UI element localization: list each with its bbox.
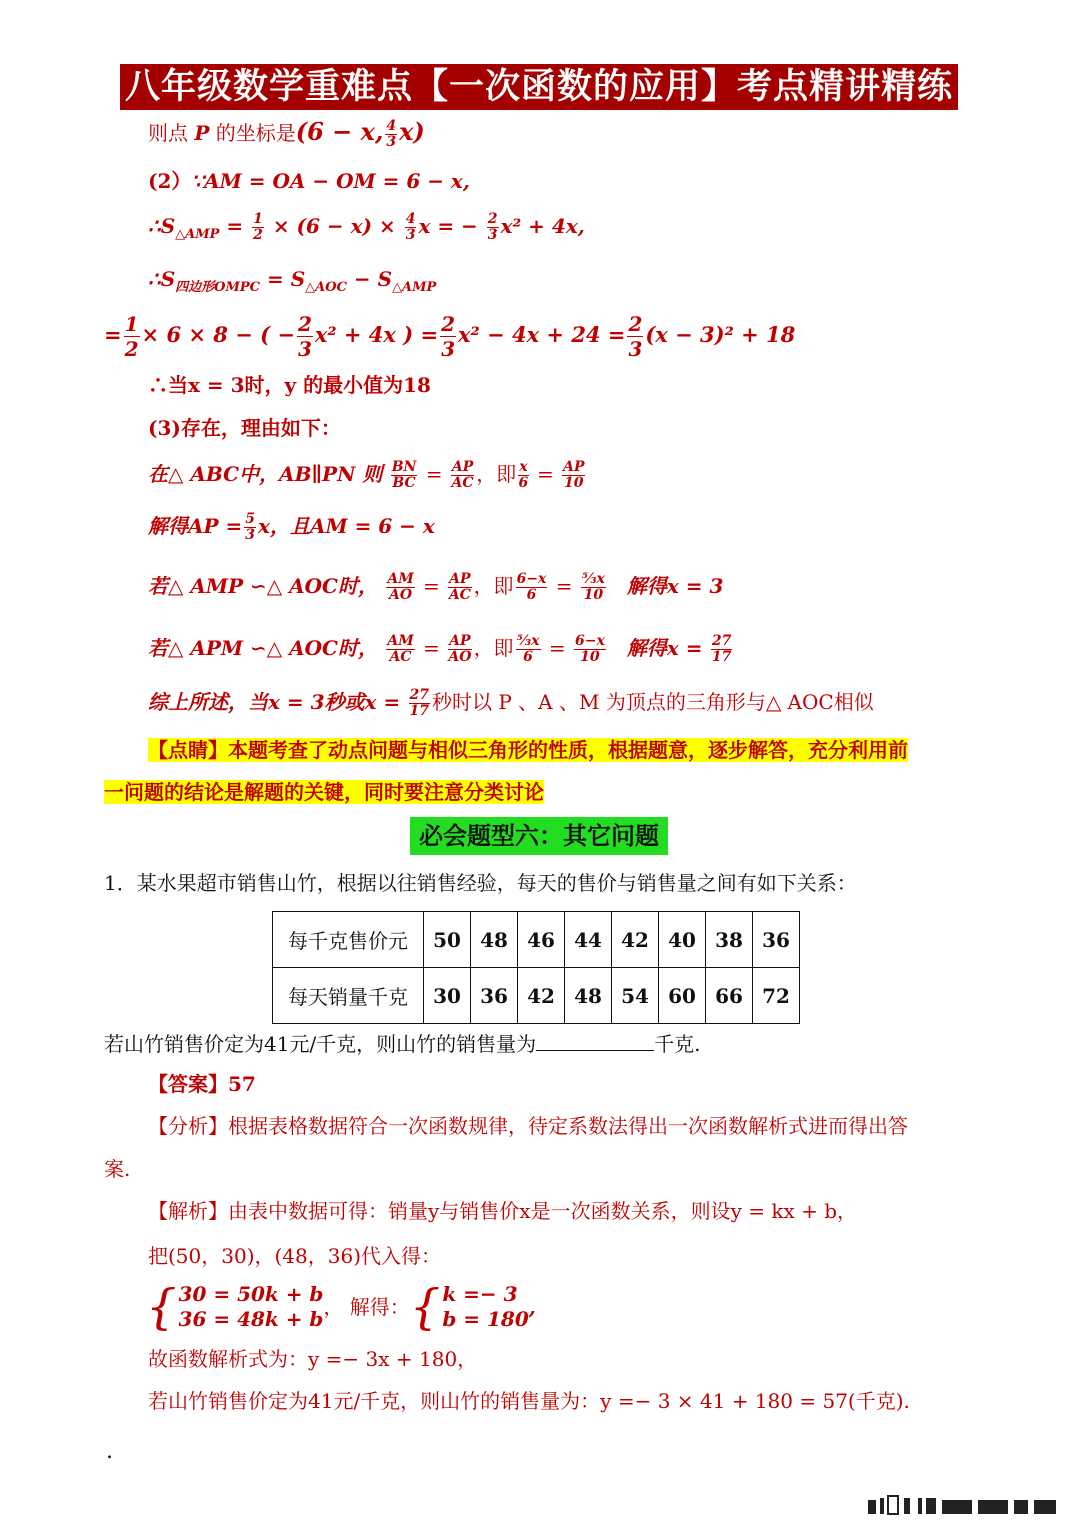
analysis-line1: 【分析】根据表格数据符合一次函数规律，待定系数法得出一次函数解析式进而得出答 xyxy=(148,1114,908,1138)
step2-area-ompc-line: $\therefore S_{四边形OMPC} = S_{\triangle AOC} - S_{\triangle AMP}$ xyxy=(148,267,437,295)
answer-blank xyxy=(536,1028,654,1051)
jiexi-line1: 【解析】由表中数据可得：销量y与销售价x是一次函数关系，则设y = kx + b， xyxy=(148,1199,858,1223)
table-cell: 36 xyxy=(753,912,800,968)
step2-expansion-line: = $\frac{1}{2}$ × 6 × 8 − ( − $\frac{2}{3}$ x² + 4x ) = $\frac{2}{3}$ x² − 4x + 24 = $\frac{2}{3}$ (x − 3)² + 18 xyxy=(104,312,796,361)
analysis-line2: 案. xyxy=(104,1157,131,1181)
price-sales-table xyxy=(272,911,800,1024)
table-cell: 30 xyxy=(424,968,471,1024)
table-cell: 46 xyxy=(518,912,565,968)
viewer-toolbar-icon[interactable] xyxy=(868,1494,1058,1516)
table-cell: 48 xyxy=(471,912,518,968)
case2-line: 若△ APM ∽△ AOC时， $\frac{AM}{AC}$ = $\frac{AP}{AO}$ ，即 $\frac{\text{⁵⁄₃x}}{6}$ = $\frac{6-x}{10}$ 解得x = $\frac{27}{17}$ xyxy=(148,633,732,665)
brace-icon: { xyxy=(146,1279,177,1335)
step2-am-line: (2）∵AM = OA − OM = 6 − x, xyxy=(148,169,470,193)
jiexi-line4: 故函数解析式为：y =− 3x + 180， xyxy=(148,1347,478,1371)
step2-area-amp-line: $\therefore S_{\triangle AMP}$ = $\frac{1}{2}$ × (6 − x) × $\frac{4}{3}$ x = − $\frac{2}{3}$ x² + 4x, xyxy=(148,211,585,243)
table-row xyxy=(273,912,800,968)
table-cell: 72 xyxy=(753,968,800,1024)
brace-icon: { xyxy=(409,1279,441,1335)
question-1-text: 1．某水果超市销售山竹，根据以往销售经验，每天的售价与销售量之间有如下关系： xyxy=(104,871,857,895)
summary-line: 综上所述，当x = 3秒或x = $\frac{27}{17}$ 秒时以 P 、A 、M 为顶点的三角形与△ AOC相似 xyxy=(148,687,874,719)
table-cell: 42 xyxy=(612,912,659,968)
answer-line: 【答案】57 xyxy=(148,1072,256,1096)
table-cell: 48 xyxy=(565,968,612,1024)
dot-mark: . xyxy=(106,1439,113,1464)
question-1-ask: 若山竹销售价定为41元/千克，则山竹的销售量为 千克. xyxy=(104,1028,701,1058)
table-cell: 44 xyxy=(565,912,612,968)
table-row-label: 每天销量千克 xyxy=(273,968,424,1024)
p-coordinate-line: 则点 P 的坐标是(6 − x, $\frac{4}{3}$ x) xyxy=(148,117,425,150)
page-title: 八年级数学重难点【一次函数的应用】考点精讲精练 xyxy=(120,64,958,110)
table-cell: 38 xyxy=(706,912,753,968)
step3-ap-line: 解得AP = $\frac{5}{3}$ x，且AM = 6 − x xyxy=(148,511,435,543)
table-row-label: 每千克售价元 xyxy=(273,912,424,968)
dianjing-line2: 一问题的结论是解题的关键，同时要注意分类讨论 xyxy=(104,780,544,804)
section-label: 必会题型六：其它问题 xyxy=(410,817,668,855)
table-cell: 60 xyxy=(659,968,706,1024)
fraction: $\frac{4}{3}$ xyxy=(386,118,397,150)
table-cell: 40 xyxy=(659,912,706,968)
step3-abc-line: 在△ ABC中，AB∥PN 则 $\frac{BN}{BC}$ = $\frac{AP}{AC}$ ，即 $\frac{x}{6}$ = $\frac{AP}{10}$ xyxy=(148,459,585,491)
table-cell: 50 xyxy=(424,912,471,968)
table-cell: 54 xyxy=(612,968,659,1024)
step3-label: (3)存在，理由如下： xyxy=(148,416,341,440)
equation-system-line: { 30 = 50k + b 36 = 48k + b ， 解得：{ k =− 3 b = 180 , xyxy=(146,1279,536,1335)
jiexi-line2: 把(50，30)，(48，36)代入得： xyxy=(148,1244,442,1268)
table-cell: 66 xyxy=(706,968,753,1024)
case1-line: 若△ AMP ∽△ AOC时， $\frac{AM}{AO}$ = $\frac{AP}{AC}$ ，即 $\frac{6-x}{6}$ = $\frac{\text{⁵⁄₃x}}{10}$ 解得x = 3 xyxy=(148,571,724,603)
table-row xyxy=(273,968,800,1024)
dianjing-line1: 【点睛】本题考查了动点问题与相似三角形的性质，根据题意，逐步解答，充分利用前 xyxy=(148,738,908,762)
step2-min-line: ∴当x = 3时，y 的最小值为18 xyxy=(148,373,431,397)
jiexi-line5: 若山竹销售价定为41元/千克，则山竹的销售量为：y =− 3 × 41 + 180 = 57(千克). xyxy=(148,1389,910,1413)
table-cell: 42 xyxy=(518,968,565,1024)
table-cell: 36 xyxy=(471,968,518,1024)
